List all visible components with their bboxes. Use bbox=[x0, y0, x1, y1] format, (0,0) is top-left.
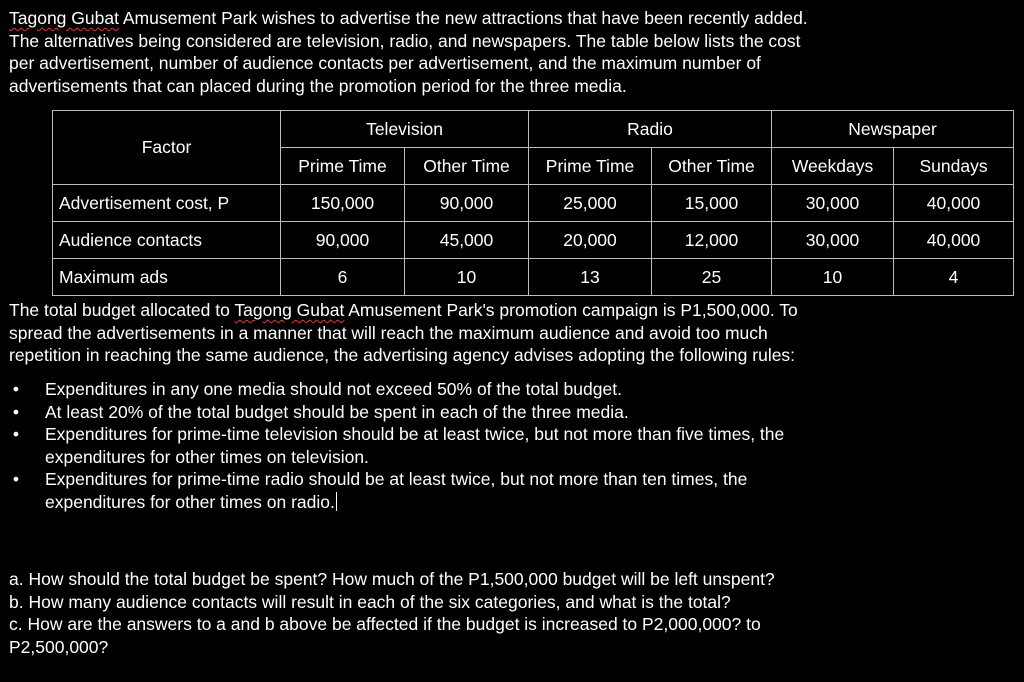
factor-header: Factor bbox=[53, 111, 281, 185]
budget-line-1 bbox=[9, 299, 798, 322]
misspelled-name: Tagong Gubat bbox=[234, 300, 345, 320]
intro-paragraph bbox=[9, 7, 808, 97]
table-row bbox=[53, 259, 1014, 296]
intro-line-3: per advertisement, number of audience contacts per advertisement, and the maximum number of bbox=[9, 53, 761, 73]
table-header-row bbox=[53, 111, 1014, 148]
subheader-radio-other: Other Time bbox=[652, 148, 772, 185]
text-cursor bbox=[336, 492, 337, 511]
questions bbox=[9, 568, 775, 658]
question-b: b. How many audience contacts will result in each of the six categories, and what is the total? bbox=[9, 591, 731, 612]
media-table bbox=[52, 110, 1014, 296]
rule-line: expenditures for other times on television. bbox=[45, 446, 369, 467]
table-cell: 4 bbox=[894, 259, 1014, 296]
intro-line-1 bbox=[9, 7, 808, 30]
rules-list bbox=[9, 378, 784, 513]
question-c-line-1: c. How are the answers to a and b above be affected if the budget is increased to P2,000,000? to bbox=[9, 614, 761, 634]
intro-line-2: The alternatives being considered are television, radio, and newspapers. The table below lists the cost bbox=[9, 30, 801, 51]
list-item bbox=[9, 468, 784, 513]
table-cell: 30,000 bbox=[772, 185, 894, 222]
subheader-tv-prime: Prime Time bbox=[281, 148, 405, 185]
row-label-cost: Advertisement cost, P bbox=[53, 185, 281, 222]
budget-line-1-post: Amusement Park's promotion campaign is P1,500,000. To bbox=[344, 300, 798, 320]
question-a: a. How should the total budget be spent? How much of the P1,500,000 budget will be left unspent? bbox=[9, 569, 775, 589]
table-cell: 6 bbox=[281, 259, 405, 296]
row-label-audience: Audience contacts bbox=[53, 222, 281, 259]
bullet-icon: • bbox=[12, 469, 20, 489]
table-cell: 30,000 bbox=[772, 222, 894, 259]
rule-line: At least 20% of the total budget should be spent in each of the three media. bbox=[45, 401, 629, 422]
table-cell: 10 bbox=[772, 259, 894, 296]
table-cell: 25,000 bbox=[529, 185, 652, 222]
intro-line-4: advertisements that can placed during the promotion period for the three media. bbox=[9, 75, 627, 96]
table-row bbox=[53, 185, 1014, 222]
table-cell: 40,000 bbox=[894, 185, 1014, 222]
list-item bbox=[9, 423, 784, 468]
header-radio: Radio bbox=[529, 111, 772, 148]
bullet-icon: • bbox=[12, 379, 20, 399]
row-label-max-ads: Maximum ads bbox=[53, 259, 281, 296]
table-cell: 20,000 bbox=[529, 222, 652, 259]
subheader-news-sundays: Sundays bbox=[894, 148, 1014, 185]
list-item bbox=[9, 378, 784, 401]
bullet-icon: • bbox=[12, 401, 20, 422]
budget-line-2: spread the advertisements in a manner that will reach the maximum audience and avoid too much bbox=[9, 322, 768, 343]
table-cell: 25 bbox=[652, 259, 772, 296]
table-cell: 45,000 bbox=[405, 222, 529, 259]
table-cell: 150,000 bbox=[281, 185, 405, 222]
subheader-news-weekdays: Weekdays bbox=[772, 148, 894, 185]
budget-paragraph bbox=[9, 299, 798, 367]
table-cell: 12,000 bbox=[652, 222, 772, 259]
table-cell: 10 bbox=[405, 259, 529, 296]
table-cell: 13 bbox=[529, 259, 652, 296]
budget-line-3: repetition in reaching the same audience, the advertising agency advises adopting the following rules: bbox=[9, 345, 796, 365]
rule-line-last-text: expenditures for other times on radio. bbox=[45, 491, 335, 512]
rule-line: Expenditures in any one media should not exceed 50% of the total budget. bbox=[45, 379, 622, 399]
table-cell: 15,000 bbox=[652, 185, 772, 222]
rule-line: Expenditures for prime-time radio should be at least twice, but not more than ten times, the bbox=[45, 469, 748, 489]
rule-line: Expenditures for prime-time television should be at least twice, but not more than five times, the bbox=[45, 424, 785, 444]
budget-line-1-pre: The total budget allocated to bbox=[9, 300, 235, 320]
bullet-icon: • bbox=[12, 424, 20, 444]
table-row bbox=[53, 222, 1014, 259]
question-c-line-2: P2,500,000? bbox=[9, 636, 109, 657]
header-television: Television bbox=[281, 111, 529, 148]
subheader-radio-prime: Prime Time bbox=[529, 148, 652, 185]
header-newspaper: Newspaper bbox=[772, 111, 1014, 148]
rule-line-last bbox=[45, 491, 784, 514]
misspelled-name: Tagong Gubat bbox=[9, 8, 119, 28]
list-item bbox=[9, 401, 784, 424]
table-cell: 90,000 bbox=[281, 222, 405, 259]
intro-line-1-text: Amusement Park wishes to advertise the new attractions that have been recently added. bbox=[118, 8, 808, 28]
table-cell: 40,000 bbox=[894, 222, 1014, 259]
table-cell: 90,000 bbox=[405, 185, 529, 222]
subheader-tv-other: Other Time bbox=[405, 148, 529, 185]
